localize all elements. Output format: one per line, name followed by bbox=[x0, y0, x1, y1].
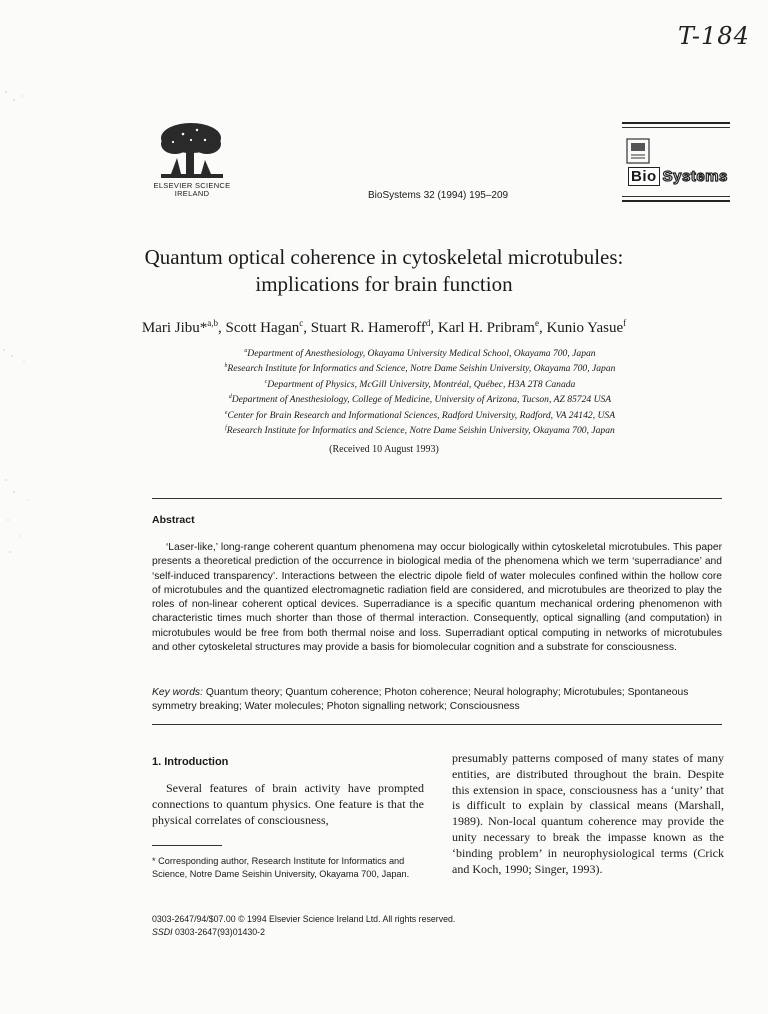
affiliation-text: Department of Anesthesiology, College of Medicine, University of Arizona, Tucson, AZ 85724 USA bbox=[231, 394, 612, 406]
section-heading: 1. Introduction bbox=[152, 756, 229, 768]
left-column-text: Several features of brain activity have prompted connections to quantum physics. One feature is that the physical correlates of consciousness, bbox=[152, 781, 424, 827]
abstract-top-rule bbox=[152, 498, 722, 499]
author-name: Karl H. Pribram bbox=[437, 320, 535, 336]
affiliation-line bbox=[150, 422, 690, 437]
title-line-2: implications for brain function bbox=[255, 272, 513, 296]
journal-logo bbox=[622, 122, 730, 202]
copyright-line: 0303-2647/94/$07.00 © 1994 Elsevier Science Ireland Ltd. All rights reserved. bbox=[152, 914, 456, 924]
journal-citation: BioSystems 32 (1994) 195–209 bbox=[368, 190, 509, 201]
logo-text-bio: Bio bbox=[628, 167, 660, 186]
affiliation-text: Department of Anesthesiology, Okayama University Medical School, Okayama 700, Japan bbox=[247, 348, 596, 360]
author-name: Stuart R. Hameroff bbox=[310, 320, 426, 336]
ssdi-value: 0303-2647(93)01430-2 bbox=[175, 926, 265, 937]
logo-bottom-rule-thin bbox=[622, 196, 730, 197]
affiliation-text: Research Institute for Informatics and Science, Notre Dame Seishin University, Okayama 700, Japan bbox=[227, 363, 616, 375]
footnote-rule bbox=[152, 845, 222, 846]
affiliation-text: Research Institute for Informatics and Science, Notre Dame Seishin University, Okayama 700, Japan bbox=[226, 425, 615, 437]
paper-title bbox=[0, 244, 768, 298]
author-list: Mari Jibu*$^{a,b}$, Scott Hagan$^c$, Stuart R. Hameroff$^d$, Karl H. Pribram$^e$, Kunio Yasue$^f$ bbox=[141, 318, 627, 336]
keywords-text: Quantum theory; Quantum coherence; Photon coherence; Neural holography; Microtubules; Spontaneous symmetry breaking; Water molecules; Photon signalling network; Consciousness bbox=[152, 687, 689, 713]
keywords-label: Key words: bbox=[152, 687, 203, 698]
right-column-text: presumably patterns composed of many states of many entities, are distributed throughout the brain. Despite this extension in space, consciousness has a ‘unity’ that is difficult to explain by classical means (Marshall, 1989). Non-local quantum coherence may provide the unity necessary to break the impasse known as the ‘binding problem’ in neurophysiological terms (Crick and Koch, 1990; Singer, 1993). bbox=[452, 751, 724, 876]
affiliation-text: Department of Physics, McGill University, Montréal, Québec, H3A 2T8 Canada bbox=[267, 379, 576, 391]
affiliation-text: Center for Brain Research and Informational Sciences, Radford University, Radford, VA 24142, USA bbox=[227, 410, 616, 422]
chip-icon bbox=[626, 138, 650, 164]
copyright-block bbox=[152, 913, 455, 938]
publisher-logo bbox=[142, 118, 242, 198]
author-affiliation-mark: e bbox=[534, 318, 539, 328]
elsevier-tree-icon bbox=[153, 118, 231, 182]
author-name: Scott Hagan bbox=[225, 320, 300, 336]
publisher-name-line1: ELSEVIER SCIENCE bbox=[153, 181, 231, 190]
author-name: Kunio Yasue bbox=[546, 320, 624, 336]
logo-top-rule bbox=[622, 122, 730, 124]
handwritten-note: T-184 bbox=[678, 22, 750, 50]
affiliation-mark: e bbox=[224, 409, 228, 416]
author-affiliation-mark: d bbox=[425, 318, 431, 328]
affiliation-mark: b bbox=[224, 363, 228, 370]
affiliation-mark: d bbox=[228, 394, 232, 401]
author-affiliation-mark: f bbox=[623, 318, 627, 328]
affiliation-mark: c bbox=[264, 378, 268, 385]
author-affiliation-mark: c bbox=[299, 318, 304, 328]
logo-bottom-rule bbox=[622, 200, 730, 202]
affiliation-line bbox=[150, 407, 690, 422]
abstract-heading: Abstract bbox=[152, 514, 195, 526]
title-line-1: Quantum optical coherence in cytoskeletal microtubules: bbox=[144, 245, 624, 269]
abstract-text: ‘Laser-like,’ long-range coherent quantum phenomena may occur biologically within cytoskeletal microtubules. This paper presents a theoretical prediction of the occurrence in biological media of the phenomena which we term ‘superradiance’ and ‘self-induced transparency’. Interactions between the electric dipole field of water molecules confined within the hollow core of microtubules and the quantized electromagnetic radiation field are considered, and microtubules are theorized to play the roles of non-linear coherent optical devices. Superradiance is a specific quantum mechanical ordering phenomenon with characteristic times much shorter than those of thermal interaction. Consequently, optical signalling (and computation) in microtubules would be free from both thermal noise and loss. Superradiant optical computing in networks of microtubules and other cytoskeletal structures may provide a basis for biomolecular cognition and a substrate for consciousness. bbox=[152, 542, 722, 654]
right-column bbox=[452, 751, 724, 877]
footnote: * Corresponding author, Research Institute for Informatics and Science, Notre Dame Seishin University, Okayama 700, Japan. bbox=[152, 856, 410, 879]
ssdi-label: SSDI bbox=[152, 926, 173, 937]
affiliation-line bbox=[150, 345, 690, 360]
affiliation-line bbox=[150, 391, 690, 406]
affiliation-mark: f bbox=[225, 425, 227, 432]
abstract-body bbox=[152, 541, 722, 655]
received-date: (Received 10 August 1993) bbox=[329, 444, 439, 455]
left-column bbox=[152, 781, 424, 828]
publisher-name-line2: IRELAND bbox=[174, 189, 210, 198]
author-name: Mari Jibu* bbox=[141, 320, 208, 336]
logo-text-systems: Systems bbox=[662, 168, 728, 185]
keywords bbox=[152, 686, 722, 715]
ssdi-line bbox=[152, 926, 455, 939]
affiliation-line bbox=[150, 376, 690, 391]
affiliation-line bbox=[150, 360, 690, 375]
abstract-bottom-rule bbox=[152, 724, 722, 725]
affiliation-mark: a bbox=[244, 348, 248, 354]
author-affiliation-mark: a,b bbox=[207, 318, 219, 328]
affiliations bbox=[150, 345, 690, 438]
logo-body bbox=[622, 128, 730, 190]
scan-specks bbox=[0, 0, 40, 600]
